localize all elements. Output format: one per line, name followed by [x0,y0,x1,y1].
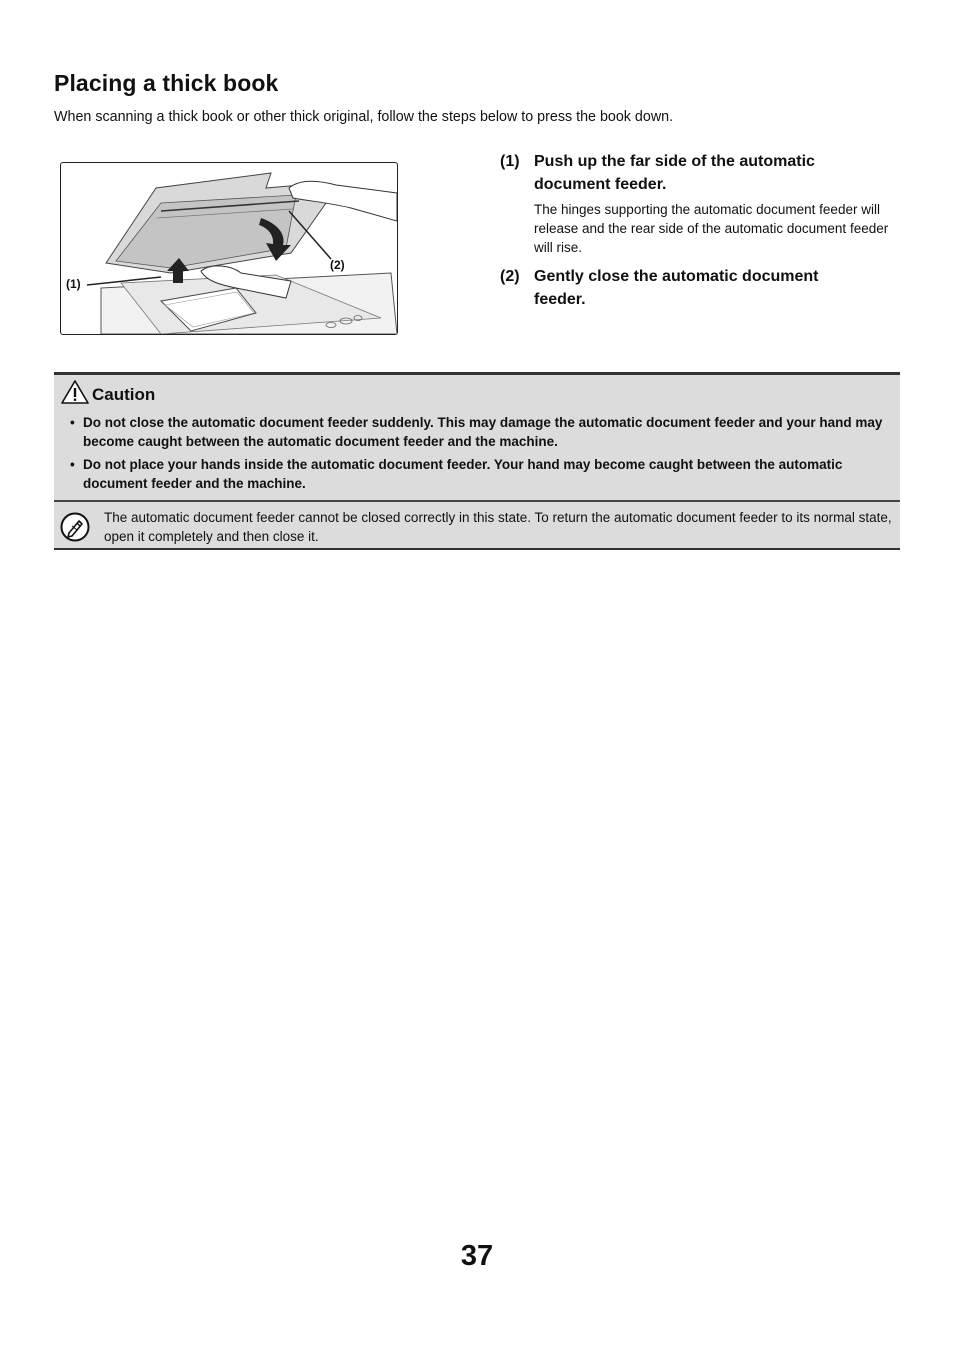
note-divider [54,500,900,502]
section-title: Placing a thick book [54,70,279,96]
step-1 [500,150,900,196]
step-title: Gently close the automatic document feeder. [534,268,819,308]
bullet: • [70,457,75,472]
steps-list [500,150,900,311]
note-text: The automatic document feeder cannot be closed correctly in this state. To return the automatic document feeder to its normal state, open it completely and then close it. [104,510,892,544]
caution-item-text: Do not close the automatic document feeder suddenly. This may damage the automatic document feeder and your hand may become caught between the automatic document feeder and the machine. [83,415,883,449]
intro-text: When scanning a thick book or other thick original, follow the steps below to press the book down. [54,109,674,125]
page-number: 37 [460,1240,494,1272]
figure-callout-1: (1) [66,277,81,291]
caution-item [70,413,895,451]
step-title: Push up the far side of the automatic document feeder. [534,153,815,193]
bullet: • [70,415,75,430]
step-description: The hinges supporting the automatic document feeder will release and the rear side of the automatic document feeder will rise. [534,202,889,255]
pencil-note-icon [60,512,90,547]
warning-triangle-icon [60,379,90,410]
caution-box [54,372,900,550]
step-number: (1) [500,153,520,170]
caution-title: Caution [92,384,156,404]
caution-header [60,379,155,410]
adf-machine-drawing [61,163,397,334]
figure-callout-2: (2) [330,258,345,272]
caution-item-text: Do not place your hands inside the automatic document feeder. Your hand may become caught between the automatic document feeder and the machine. [83,457,843,491]
adf-illustration [60,162,398,335]
caution-item [70,455,895,493]
caution-list [70,413,895,497]
step-2 [500,265,900,311]
step-number: (2) [500,268,520,285]
